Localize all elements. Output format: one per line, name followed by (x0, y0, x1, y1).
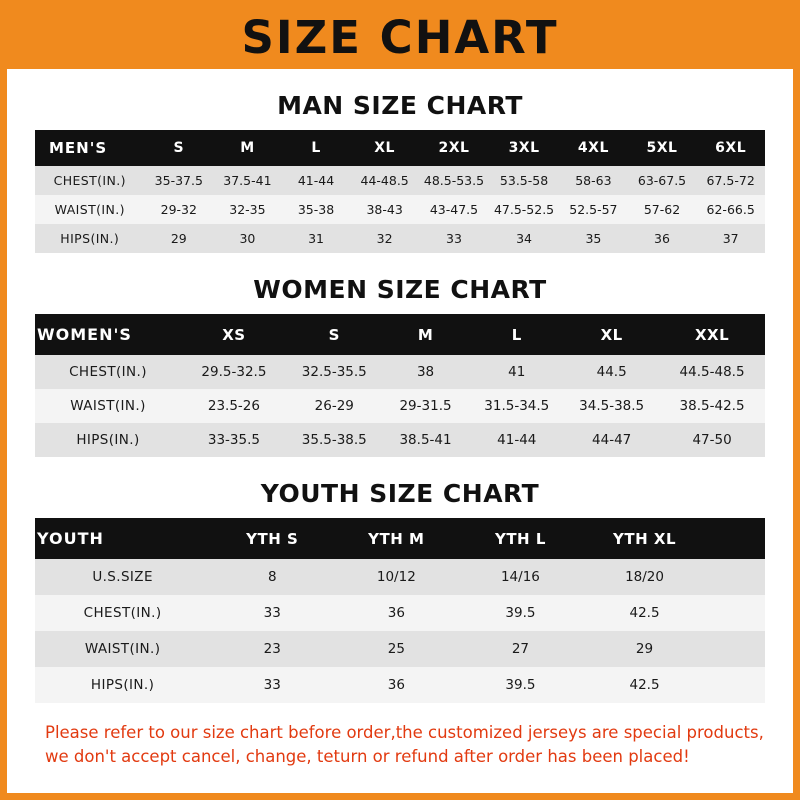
men-chest-s: 35-37.5 (145, 166, 214, 195)
men-waist-m: 32-35 (213, 195, 282, 224)
chart-content (7, 91, 793, 769)
table-row (35, 166, 765, 195)
men-header-l: L (282, 130, 351, 166)
table-row (35, 631, 765, 667)
women-header-m: M (382, 314, 470, 355)
men-header-label: MEN'S (35, 130, 145, 166)
men-chest-6xl: 67.5-72 (696, 166, 765, 195)
order-notice (45, 721, 764, 769)
youth-hips-label: HIPS(IN.) (35, 667, 210, 703)
women-chest-m: 38 (382, 355, 470, 389)
men-header-6xl: 6XL (696, 130, 765, 166)
women-hips-l: 41-44 (469, 423, 564, 457)
youth-ussize-spacer (707, 559, 765, 595)
men-hips-xl: 32 (350, 224, 419, 253)
youth-header-spacer (707, 518, 765, 559)
women-waist-l: 31.5-34.5 (469, 389, 564, 423)
youth-waist-s: 23 (210, 631, 334, 667)
men-waist-l: 35-38 (282, 195, 351, 224)
women-header-xs: XS (181, 314, 287, 355)
youth-section-title: YOUTH SIZE CHART (260, 479, 540, 508)
table-header-row (35, 314, 765, 355)
table-header-row (35, 130, 765, 166)
men-chest-2xl: 48.5-53.5 (419, 166, 489, 195)
men-chest-3xl: 53.5-58 (489, 166, 559, 195)
youth-waist-l: 27 (458, 631, 582, 667)
women-hips-s: 35.5-38.5 (287, 423, 382, 457)
women-waist-m: 29-31.5 (382, 389, 470, 423)
women-chest-label: CHEST(IN.) (35, 355, 181, 389)
page-title: SIZE CHART (241, 11, 559, 64)
men-waist-s: 29-32 (145, 195, 214, 224)
youth-ussize-s: 8 (210, 559, 334, 595)
women-header-s: S (287, 314, 382, 355)
women-header-label: WOMEN'S (35, 314, 181, 355)
women-waist-s: 26-29 (287, 389, 382, 423)
order-notice-line-2: we don't accept cancel, change, teturn or refund after order has been placed! (45, 746, 690, 766)
men-hips-s: 29 (145, 224, 214, 253)
women-waist-xs: 23.5-26 (181, 389, 287, 423)
youth-chest-l: 39.5 (458, 595, 582, 631)
men-hips-m: 30 (213, 224, 282, 253)
youth-header-xl: YTH XL (582, 518, 706, 559)
youth-header-label: YOUTH (35, 518, 210, 559)
table-row (35, 423, 765, 457)
men-section-title: MAN SIZE CHART (277, 91, 523, 120)
men-chest-5xl: 63-67.5 (628, 166, 697, 195)
table-row (35, 667, 765, 703)
youth-hips-xl: 42.5 (582, 667, 706, 703)
women-chest-s: 32.5-35.5 (287, 355, 382, 389)
table-row (35, 224, 765, 253)
men-chest-label: CHEST(IN.) (35, 166, 145, 195)
women-waist-xl: 34.5-38.5 (564, 389, 659, 423)
men-hips-4xl: 35 (559, 224, 628, 253)
youth-ussize-m: 10/12 (334, 559, 458, 595)
youth-waist-spacer (707, 631, 765, 667)
youth-chest-label: CHEST(IN.) (35, 595, 210, 631)
women-size-table (35, 314, 765, 457)
youth-chest-xl: 42.5 (582, 595, 706, 631)
women-section-title: WOMEN SIZE CHART (253, 275, 547, 304)
men-waist-6xl: 62-66.5 (696, 195, 765, 224)
table-header-row (35, 518, 765, 559)
youth-hips-m: 36 (334, 667, 458, 703)
men-header-2xl: 2XL (419, 130, 489, 166)
youth-waist-label: WAIST(IN.) (35, 631, 210, 667)
women-chest-xs: 29.5-32.5 (181, 355, 287, 389)
men-waist-label: WAIST(IN.) (35, 195, 145, 224)
men-hips-6xl: 37 (696, 224, 765, 253)
youth-chest-m: 36 (334, 595, 458, 631)
men-hips-l: 31 (282, 224, 351, 253)
men-chest-l: 41-44 (282, 166, 351, 195)
order-notice-line-1: Please refer to our size chart before order,the customized jerseys are special products, (45, 723, 764, 742)
youth-hips-spacer (707, 667, 765, 703)
men-hips-2xl: 33 (419, 224, 489, 253)
youth-waist-m: 25 (334, 631, 458, 667)
women-hips-label: HIPS(IN.) (35, 423, 181, 457)
women-hips-xs: 33-35.5 (181, 423, 287, 457)
youth-ussize-l: 14/16 (458, 559, 582, 595)
women-waist-xxl: 38.5-42.5 (659, 389, 765, 423)
men-header-3xl: 3XL (489, 130, 559, 166)
table-row (35, 355, 765, 389)
men-hips-5xl: 36 (628, 224, 697, 253)
table-row (35, 595, 765, 631)
youth-header-m: YTH M (334, 518, 458, 559)
women-waist-label: WAIST(IN.) (35, 389, 181, 423)
page-banner (6, 6, 794, 69)
women-header-xxl: XXL (659, 314, 765, 355)
youth-header-s: YTH S (210, 518, 334, 559)
table-row (35, 559, 765, 595)
youth-ussize-xl: 18/20 (582, 559, 706, 595)
youth-hips-l: 39.5 (458, 667, 582, 703)
men-chest-4xl: 58-63 (559, 166, 628, 195)
men-waist-2xl: 43-47.5 (419, 195, 489, 224)
youth-ussize-label: U.S.SIZE (35, 559, 210, 595)
men-header-m: M (213, 130, 282, 166)
women-chest-l: 41 (469, 355, 564, 389)
men-header-4xl: 4XL (559, 130, 628, 166)
men-header-5xl: 5XL (628, 130, 697, 166)
youth-chest-s: 33 (210, 595, 334, 631)
table-row (35, 389, 765, 423)
men-hips-3xl: 34 (489, 224, 559, 253)
men-header-s: S (145, 130, 214, 166)
women-chest-xxl: 44.5-48.5 (659, 355, 765, 389)
men-waist-xl: 38-43 (350, 195, 419, 224)
men-header-xl: XL (350, 130, 419, 166)
men-size-table (35, 130, 765, 253)
men-hips-label: HIPS(IN.) (35, 224, 145, 253)
youth-size-table (35, 518, 765, 703)
youth-header-l: YTH L (458, 518, 582, 559)
men-waist-4xl: 52.5-57 (559, 195, 628, 224)
women-chest-xl: 44.5 (564, 355, 659, 389)
women-hips-xxl: 47-50 (659, 423, 765, 457)
men-chest-m: 37.5-41 (213, 166, 282, 195)
table-row (35, 195, 765, 224)
women-header-xl: XL (564, 314, 659, 355)
women-hips-m: 38.5-41 (382, 423, 470, 457)
women-hips-xl: 44-47 (564, 423, 659, 457)
youth-hips-s: 33 (210, 667, 334, 703)
youth-chest-spacer (707, 595, 765, 631)
youth-waist-xl: 29 (582, 631, 706, 667)
men-waist-3xl: 47.5-52.5 (489, 195, 559, 224)
women-header-l: L (469, 314, 564, 355)
men-chest-xl: 44-48.5 (350, 166, 419, 195)
men-waist-5xl: 57-62 (628, 195, 697, 224)
